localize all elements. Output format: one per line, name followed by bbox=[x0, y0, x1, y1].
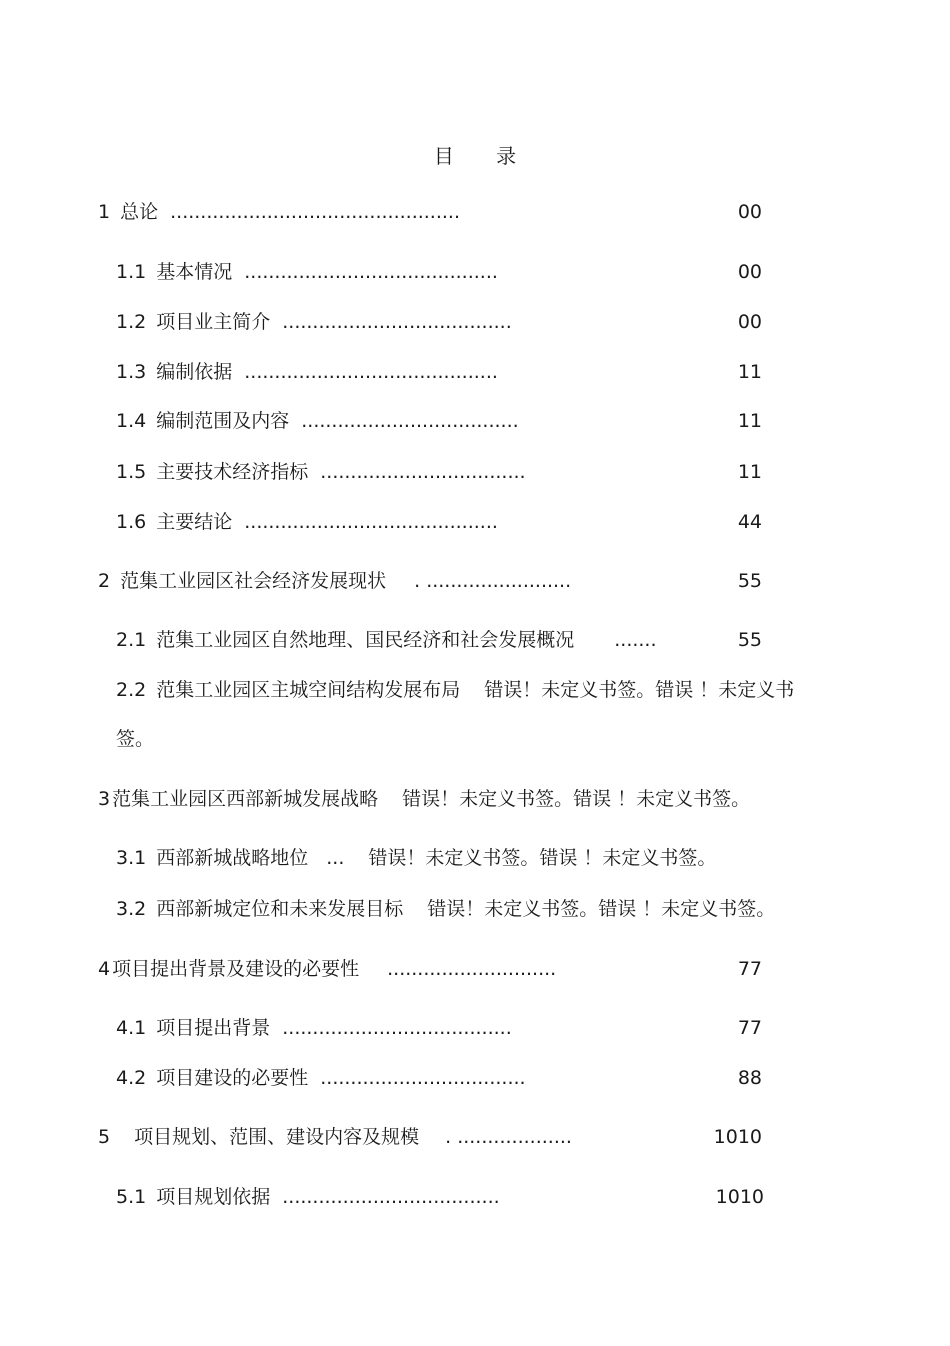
toc-entry[interactable] bbox=[116, 1066, 526, 1090]
toc-entry-page: 00 bbox=[737, 201, 762, 223]
toc-entry-page: 44 bbox=[737, 511, 762, 533]
toc-entry[interactable] bbox=[116, 260, 498, 284]
toc-entry-number: 1.1 bbox=[116, 261, 147, 283]
toc-entry-number: 4.1 bbox=[116, 1017, 147, 1039]
toc-entry[interactable] bbox=[98, 569, 571, 593]
toc-entry-page: 77 bbox=[737, 958, 762, 980]
toc-entry-leader: .......................................... bbox=[244, 361, 498, 383]
toc-entry[interactable] bbox=[98, 787, 750, 811]
toc-entry-number: 2 bbox=[98, 570, 111, 592]
toc-entry-text: 范集工业园区自然地理、国民经济和社会发展概况 bbox=[156, 629, 575, 651]
toc-entry[interactable] bbox=[116, 1016, 512, 1040]
toc-entry-number: 1.3 bbox=[116, 361, 147, 383]
toc-entry-number: 2.1 bbox=[116, 629, 147, 651]
toc-entry-page: 11 bbox=[737, 461, 762, 483]
toc-entry-leader: . ........................ bbox=[414, 570, 572, 592]
toc-entry-page: 11 bbox=[737, 361, 762, 383]
toc-entry-number: 1 bbox=[98, 201, 111, 223]
toc-entry-number: 1.4 bbox=[116, 410, 147, 432]
toc-entry-error: 错误！未定义书签。错误 ！未定义书签。 bbox=[368, 847, 717, 869]
toc-entry[interactable] bbox=[98, 1125, 572, 1149]
toc-entry[interactable] bbox=[116, 310, 512, 334]
toc-entry[interactable] bbox=[116, 460, 526, 484]
toc-entry-text: 项目规划依据 bbox=[156, 1186, 271, 1208]
toc-entry-wrap: 签。 bbox=[116, 728, 155, 750]
toc-entry-number: 3.2 bbox=[116, 898, 147, 920]
toc-entry[interactable] bbox=[116, 628, 657, 652]
toc-entry-text: 西部新城战略地位 bbox=[156, 847, 309, 869]
toc-entry[interactable] bbox=[116, 678, 794, 702]
toc-entry-leader: ... bbox=[326, 847, 345, 869]
toc-entry-text: 主要结论 bbox=[156, 511, 233, 533]
toc-entry[interactable] bbox=[116, 360, 498, 384]
toc-entry-text: 项目业主简介 bbox=[156, 311, 271, 333]
toc-entry[interactable] bbox=[98, 200, 460, 224]
toc-entry-text: 项目提出背景及建设的必要性 bbox=[112, 958, 360, 980]
toc-entry-number: 3.1 bbox=[116, 847, 147, 869]
toc-entry-text: 基本情况 bbox=[156, 261, 233, 283]
toc-entry-number: 1.5 bbox=[116, 461, 147, 483]
toc-entry-number: 4 bbox=[98, 958, 111, 980]
toc-entry[interactable] bbox=[116, 409, 519, 433]
toc-entry-number: 2.2 bbox=[116, 679, 147, 701]
toc-entry-text: 西部新城定位和未来发展目标 bbox=[156, 898, 404, 920]
toc-entry-page: 55 bbox=[737, 570, 762, 592]
toc-entry-text: 编制范围及内容 bbox=[156, 410, 290, 432]
toc-entry-number: 4.2 bbox=[116, 1067, 147, 1089]
toc-entry-leader: ............................ bbox=[387, 958, 557, 980]
toc-entry-number: 1.6 bbox=[116, 511, 147, 533]
toc-entry-number: 5 bbox=[98, 1126, 111, 1148]
toc-entry-number: 5.1 bbox=[116, 1186, 147, 1208]
toc-entry-page: 00 bbox=[737, 311, 762, 333]
toc-entry-error: 错误！未定义书签。错误 ！未定义书签。 bbox=[402, 788, 751, 810]
toc-title: 目 录 bbox=[433, 144, 535, 168]
toc-entry-leader: .......................................... bbox=[244, 511, 498, 533]
toc-entry-page: 1010 bbox=[713, 1126, 762, 1148]
toc-entry[interactable] bbox=[116, 846, 716, 870]
toc-entry-leader: . ................... bbox=[445, 1126, 572, 1148]
toc-entry[interactable] bbox=[116, 1185, 500, 1209]
toc-entry-leader: ...................................... bbox=[282, 311, 512, 333]
toc-entry-page: 1010 bbox=[715, 1186, 764, 1208]
toc-entry-text: 主要技术经济指标 bbox=[156, 461, 309, 483]
toc-entry-text: 项目建设的必要性 bbox=[156, 1067, 309, 1089]
toc-entry-leader: .................................. bbox=[320, 461, 526, 483]
toc-entry-text: 项目规划、范围、建设内容及规模 bbox=[134, 1126, 420, 1148]
toc-entry-leader: .................................... bbox=[301, 410, 519, 432]
toc-entry-text: 总论 bbox=[120, 201, 159, 223]
toc-entry-page: 88 bbox=[737, 1067, 762, 1089]
toc-entry-leader: .................................. bbox=[320, 1067, 526, 1089]
toc-entry-leader: ................................................ bbox=[170, 201, 461, 223]
toc-entry[interactable] bbox=[116, 897, 775, 921]
toc-entry-page: 55 bbox=[737, 629, 762, 651]
toc-entry-error: 错误！未定义书签。错误 ！未定义书 bbox=[484, 679, 795, 701]
toc-entry-page: 77 bbox=[737, 1017, 762, 1039]
toc-entry-text: 编制依据 bbox=[156, 361, 233, 383]
toc-entry-leader: .......................................... bbox=[244, 261, 498, 283]
toc-entry-text: 范集工业园区社会经济发展现状 bbox=[120, 570, 387, 592]
toc-entry-leader: ....... bbox=[614, 629, 657, 651]
toc-entry-error: 错误！未定义书签。错误 ！未定义书签。 bbox=[427, 898, 776, 920]
toc-entry-text: 范集工业园区西部新城发展战略 bbox=[112, 788, 379, 810]
toc-entry[interactable] bbox=[98, 957, 556, 981]
toc-entry-leader: .................................... bbox=[282, 1186, 500, 1208]
toc-entry-number: 1.2 bbox=[116, 311, 147, 333]
toc-entry-number: 3 bbox=[98, 788, 111, 810]
toc-entry-text: 范集工业园区主城空间结构发展布局 bbox=[156, 679, 461, 701]
toc-entry-page: 00 bbox=[737, 261, 762, 283]
toc-entry[interactable] bbox=[116, 510, 498, 534]
toc-entry-text: 项目提出背景 bbox=[156, 1017, 271, 1039]
toc-entry-leader: ...................................... bbox=[282, 1017, 512, 1039]
toc-entry-page: 11 bbox=[737, 410, 762, 432]
